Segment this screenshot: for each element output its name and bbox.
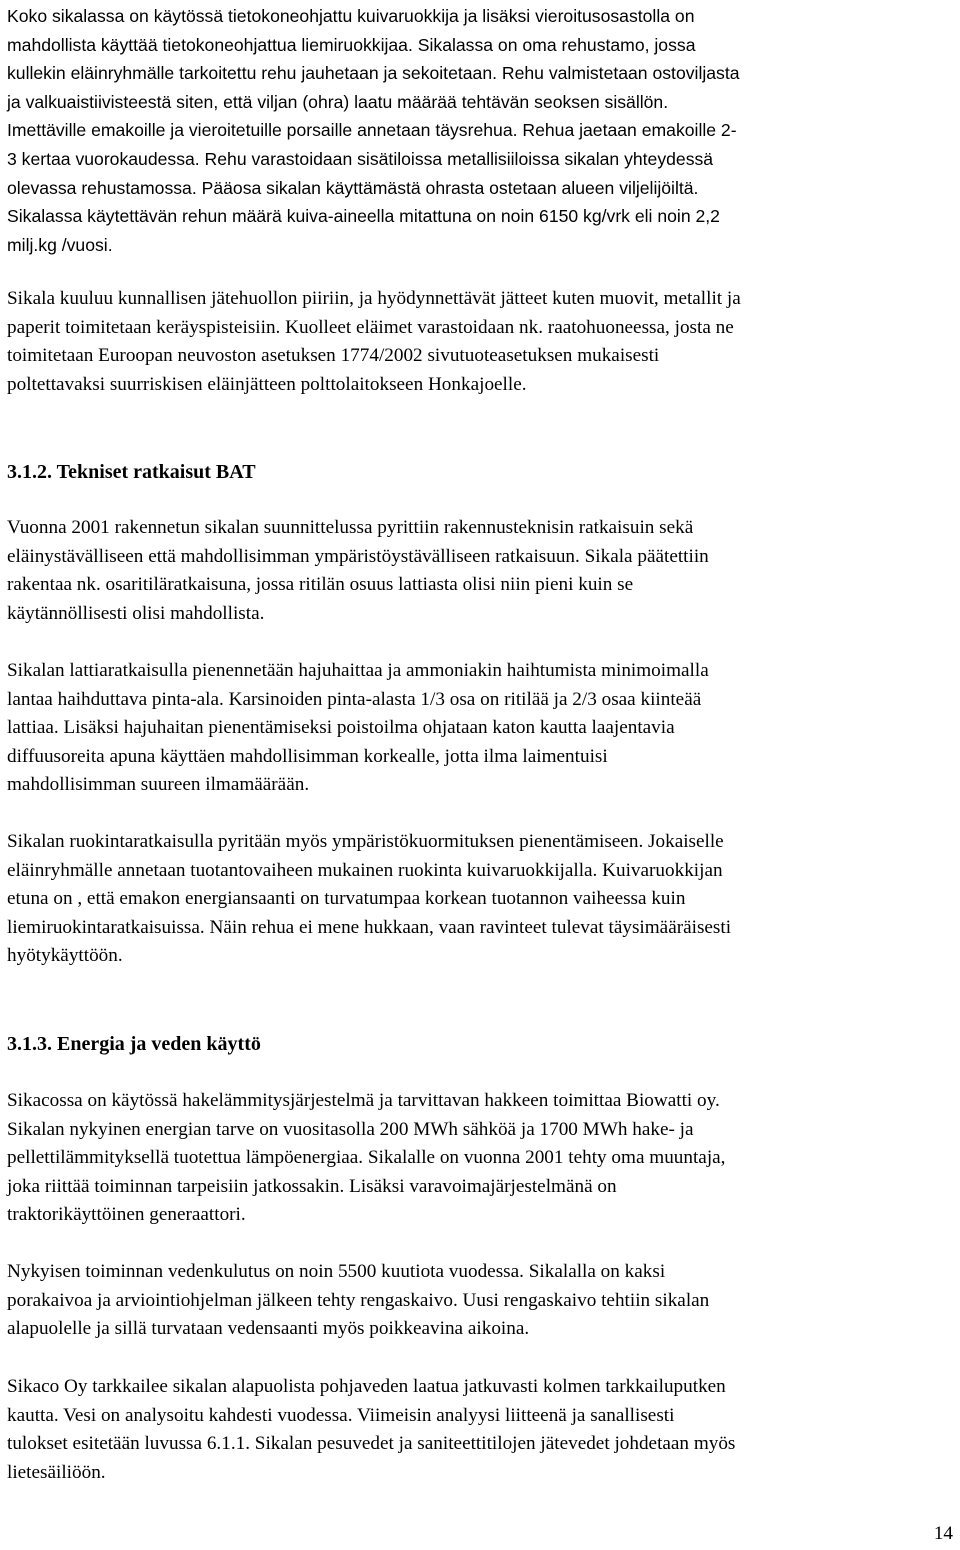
text-line: kullekin eläinryhmälle tarkoitettu rehu jauhetaan ja sekoitetaan. Rehu valmistetaan ostoviljasta — [7, 63, 740, 84]
text-line: rakentaa nk. osaritiläratkaisuna, jossa ritilän osuus lattiasta olisi niin pieni kuin se — [7, 574, 634, 596]
paragraph-construction — [7, 514, 957, 628]
paragraph-floor — [7, 657, 957, 800]
text-line: ja valkuaistiivisteestä siten, että viljan (ohra) laatu määrää tehtävän seoksen sisällön. — [7, 91, 669, 112]
text-line: Sikacossa on käytössä hakelämmitysjärjestelmä ja tarvittavan hakkeen toimittaa Biowatti oy. — [7, 1090, 720, 1111]
text-line: mahdollisimman suureen ilmamäärään. — [7, 774, 310, 796]
page-number: 14 — [933, 1523, 953, 1544]
text-line: eläinystävälliseen että mahdollisimman ympäristöystävälliseen ratkaisuun. Sikala päätettiin — [7, 545, 709, 567]
text-line: lietesäiliöön. — [7, 1461, 106, 1483]
text-line: porakaivoa ja arviointiohjelman jälkeen tehty rengaskaivo. Uusi rengaskaivo tehtiin sikalan — [7, 1289, 710, 1311]
text-line: Sikalan ruokintaratkaisulla pyritään myös ympäristökuormituksen pienentämiseen. Jokaiselle — [7, 831, 724, 852]
text-line: Sikalan lattiaratkaisulla pienennetään hajuhaittaa ja ammoniakin haihtumista minimoimalla — [7, 660, 709, 681]
text-line: Sikala kuuluu kunnallisen jätehuollon piiriin, ja hyödynnettävät jätteet kuten muovit, metallit ja — [7, 288, 741, 309]
text-line: eläinryhmälle annetaan tuotantovaiheen mukainen ruokinta kuivaruokkijalla. Kuivaruokkijan — [7, 859, 723, 881]
text-line: etuna on , että emakon energiansaanti on turvatumpaa korkean tuotannon vaiheessa kuin — [7, 888, 686, 910]
text-line: milj.kg /vuosi. — [7, 234, 113, 255]
text-line: liemiruokintaratkaisuissa. Näin rehua ei mene hukkaan, vaan ravinteet tulevat täysimääräisesti — [7, 916, 732, 938]
text-line: alapuolelle ja sillä turvataan vedensaanti myös poikkeavina aikoina. — [7, 1318, 530, 1340]
text-line: olevassa rehustamossa. Pääosa sikalan käyttämästä ohrasta ostetaan alueen viljelijöiltä. — [7, 177, 699, 198]
text-line: käytännöllisesti olisi mahdollista. — [7, 602, 265, 624]
text-line: kautta. Vesi on analysoitu kahdesti vuodessa. Viimeisin analyysi liitteenä ja sanallisesti — [7, 1404, 675, 1426]
text-line: joka riittää toiminnan tarpeisiin jatkossakin. Lisäksi varavoimajärjestelmänä on — [7, 1175, 617, 1197]
text-line: Imettäville emakoille ja vieroitetuille porsaille annetaan täysrehua. Rehua jaetaan emakoille 2- — [7, 120, 737, 141]
text-line: tulokset esitetään luvussa 6.1.1. Sikalan pesuvedet ja saniteettitilojen jätevedet johdetaan myös — [7, 1433, 736, 1455]
paragraph-feeding — [7, 828, 957, 971]
text-line: pellettilämmityksellä tuotettua lämpöenergiaa. Sikalalle on vuonna 2001 tehty oma muuntaja, — [7, 1147, 726, 1169]
text-line: Sikalan nykyinen energian tarve on vuositasolla 200 MWh sähköä ja 1700 MWh hake- ja — [7, 1118, 694, 1140]
text-line: Vuonna 2001 rakennetun sikalan suunnittelussa pyrittiin rakennusteknisin ratkaisuin sekä — [7, 517, 694, 538]
text-line: Koko sikalassa on käytössä tietokoneohjattu kuivaruokkija ja lisäksi vieroitusosastolla on — [7, 6, 695, 26]
text-line: mahdollista käyttää tietokoneohjattua liemiruokkijaa. Sikalassa on oma rehustamo, jossa — [7, 34, 696, 55]
text-line: 3 kertaa vuorokaudessa. Rehu varastoidaan sisätiloissa metallisiiloissa sikalan yhteydessä — [7, 148, 714, 169]
paragraph-feed — [7, 2, 957, 259]
text-line: lattiaa. Lisäksi hajuhaitan pienentämiseksi poistoilma ohjataan katon kautta laajentavia — [7, 717, 675, 739]
text-line: paperit toimitetaan keräyspisteisiin. Kuolleet eläimet varastoidaan nk. raatohuoneessa, josta ne — [7, 316, 734, 338]
paragraph-energy — [7, 1087, 957, 1230]
text-line: Nykyisen toiminnan vedenkulutus on noin 5500 kuutiota vuodessa. Sikalalla on kaksi — [7, 1261, 666, 1282]
text-line: Sikalassa käytettävän rehun määrä kuiva-aineella mitattuna on noin 6150 kg/vrk eli noin 2,2 — [7, 206, 720, 227]
text-line: Sikaco Oy tarkkailee sikalan alapuolista pohjaveden laatua jatkuvasti kolmen tarkkailuputken — [7, 1376, 726, 1397]
text-line: lantaa haihduttava pinta-ala. Karsinoiden pinta-alasta 1/3 osa on ritilää ja 2/3 osaa kiinteää — [7, 688, 702, 710]
section-heading-3-1-2: 3.1.2. Tekniset ratkaisut BAT — [7, 461, 256, 483]
text-line: diffuusoreita apuna käyttäen mahdollisimman korkealle, jotta ilma laimentuisi — [7, 745, 608, 767]
paragraph-waste — [7, 285, 957, 399]
text-line: traktorikäyttöinen generaattori. — [7, 1204, 246, 1226]
section-heading-3-1-3: 3.1.3. Energia ja veden käyttö — [7, 1033, 261, 1055]
paragraph-water — [7, 1258, 957, 1344]
text-line: poltettavaksi suurriskisen eläinjätteen polttolaitokseen Honkajoelle. — [7, 373, 527, 395]
paragraph-groundwater — [7, 1373, 957, 1487]
text-line: hyötykäyttöön. — [7, 945, 123, 967]
text-line: toimitetaan Euroopan neuvoston asetuksen 1774/2002 sivutuoteasetuksen mukaisesti — [7, 345, 660, 367]
